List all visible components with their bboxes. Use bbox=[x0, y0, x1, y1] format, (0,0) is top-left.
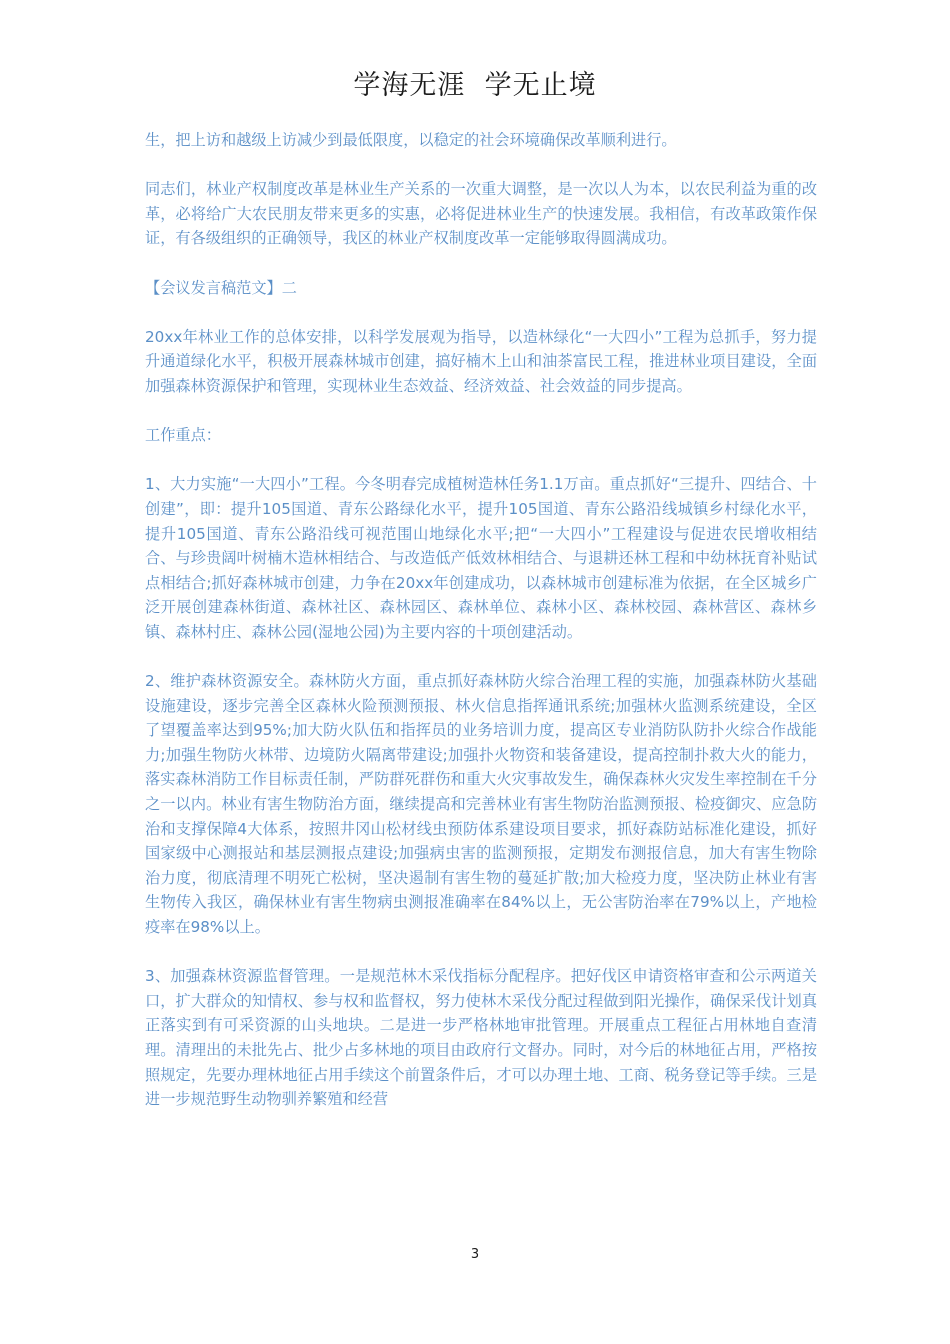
paragraph-continuation: 生，把上访和越级上访减少到最低限度，以稳定的社会环境确保改革顺利进行。 bbox=[145, 131, 677, 149]
work-focus-heading: 工作重点： bbox=[145, 426, 221, 445]
paragraph-item-1: 1、大力实施“一大四小”工程。今冬明春完成植树造林任务1.1万亩。重点抓好“三提升、四结合、十创建”，即：提升105国道、青东公路绿化水平，提升105国道、青东公路沿线城镇乡村绿化水平，提升105国道、青东公路沿线可视范围山地绿化水平;把“一大四小”工程建设与促进农民增收相结合、与珍贵阔叶树楠木造林相结合、与改造低产低效林相结合、与退耕还林工程和中幼林抚育补贴试点相结合;抓好森林城市创建，力争在20xx年创建成功，以森林城市创建标准为依据，在全区城乡广泛开展创建森林街道、森林社区、森林园区、森林单位、森林小区、森林校园、森林营区、森林乡镇、森林村庄、森林公园(湿地公园)为主要内容的十项创建活动。 bbox=[145, 475, 817, 641]
section-heading: 【会议发言稿范文】二 bbox=[145, 278, 297, 297]
paragraph-overall-plan: 20xx年林业工作的总体安排，以科学发展观为指导，以造林绿化“一大四小”工程为总抓手，努力提升通道绿化水平，积极开展森林城市创建，搞好楠木上山和油茶富民工程，推进林业项目建设，全面加强森林资源保护和管理，实现林业生态效益、经济效益、社会效益的同步提高。 bbox=[145, 327, 817, 395]
paragraph-item-3: 3、加强森林资源监督管理。一是规范林木采伐指标分配程序。把好伐区申请资格审查和公示两道关口，扩大群众的知情权、参与权和监督权，努力使林木采伐分配过程做到阳光操作，确保采伐计划真正落实到有可采资源的山头地块。二是进一步严格林地审批管理。开展重点工程征占用林地自查清理。清理出的未批先占、批少占多林地的项目由政府行文督办。同时，对今后的林地征占用，严格按照规定，先要办理林地征占用手续这个前置条件后，才可以办理土地、工商、税务登记等手续。三是进一步规范野生动物驯养繁殖和经营 bbox=[145, 967, 817, 1109]
paragraph-closing-remarks: 同志们，林业产权制度改革是林业生产关系的一次重大调整，是一次以人为本，以农民利益为重的改革，必将给广大农民朋友带来更多的实惠，必将促进林业生产的快速发展。我相信，有改革政策作保证，有各级组织的正确领导，我区的林业产权制度改革一定能够取得圆满成功。 bbox=[145, 180, 817, 248]
page-header-motto: 学海无涯 学无止境 bbox=[353, 70, 597, 101]
paragraph-item-2: 2、维护森林资源安全。森林防火方面，重点抓好森林防火综合治理工程的实施，加强森林防火基础设施建设，逐步完善全区森林火险预测预报、林火信息指挥通讯系统;加强林火监测系统建设，全区了望覆盖率达到95%;加大防火队伍和指挥员的业务培训力度，提高区专业消防队防扑火综合作战能力;加强生物防火林带、边境防火隔离带建设;加强扑火物资和装备建设，提高控制扑救大火的能力，落实森林消防工作目标责任制，严防群死群伤和重大火灾事故发生，确保森林火灾发生率控制在千分之一以内。林业有害生物防治方面，继续提高和完善林业有害生物防治监测预报、检疫御灾、应急防治和支撑保障4大体系，按照井冈山松材线虫预防体系建设项目要求，抓好森防站标准化建设，抓好国家级中心测报站和基层测报点建设;加强病虫害的监测预报，定期发布测报信息，加大有害生物除治力度，彻底清理不明死亡松树，坚决遏制有害生物的蔓延扩散;加大检疫力度，坚决防止林业有害生物传入我区，确保林业有害生物病虫测报准确率在84%以上，无公害防治率在79%以上，产地检疫率在98%以上。 bbox=[145, 672, 817, 936]
document-body bbox=[145, 128, 817, 1112]
page-number: 3 bbox=[470, 1247, 480, 1262]
